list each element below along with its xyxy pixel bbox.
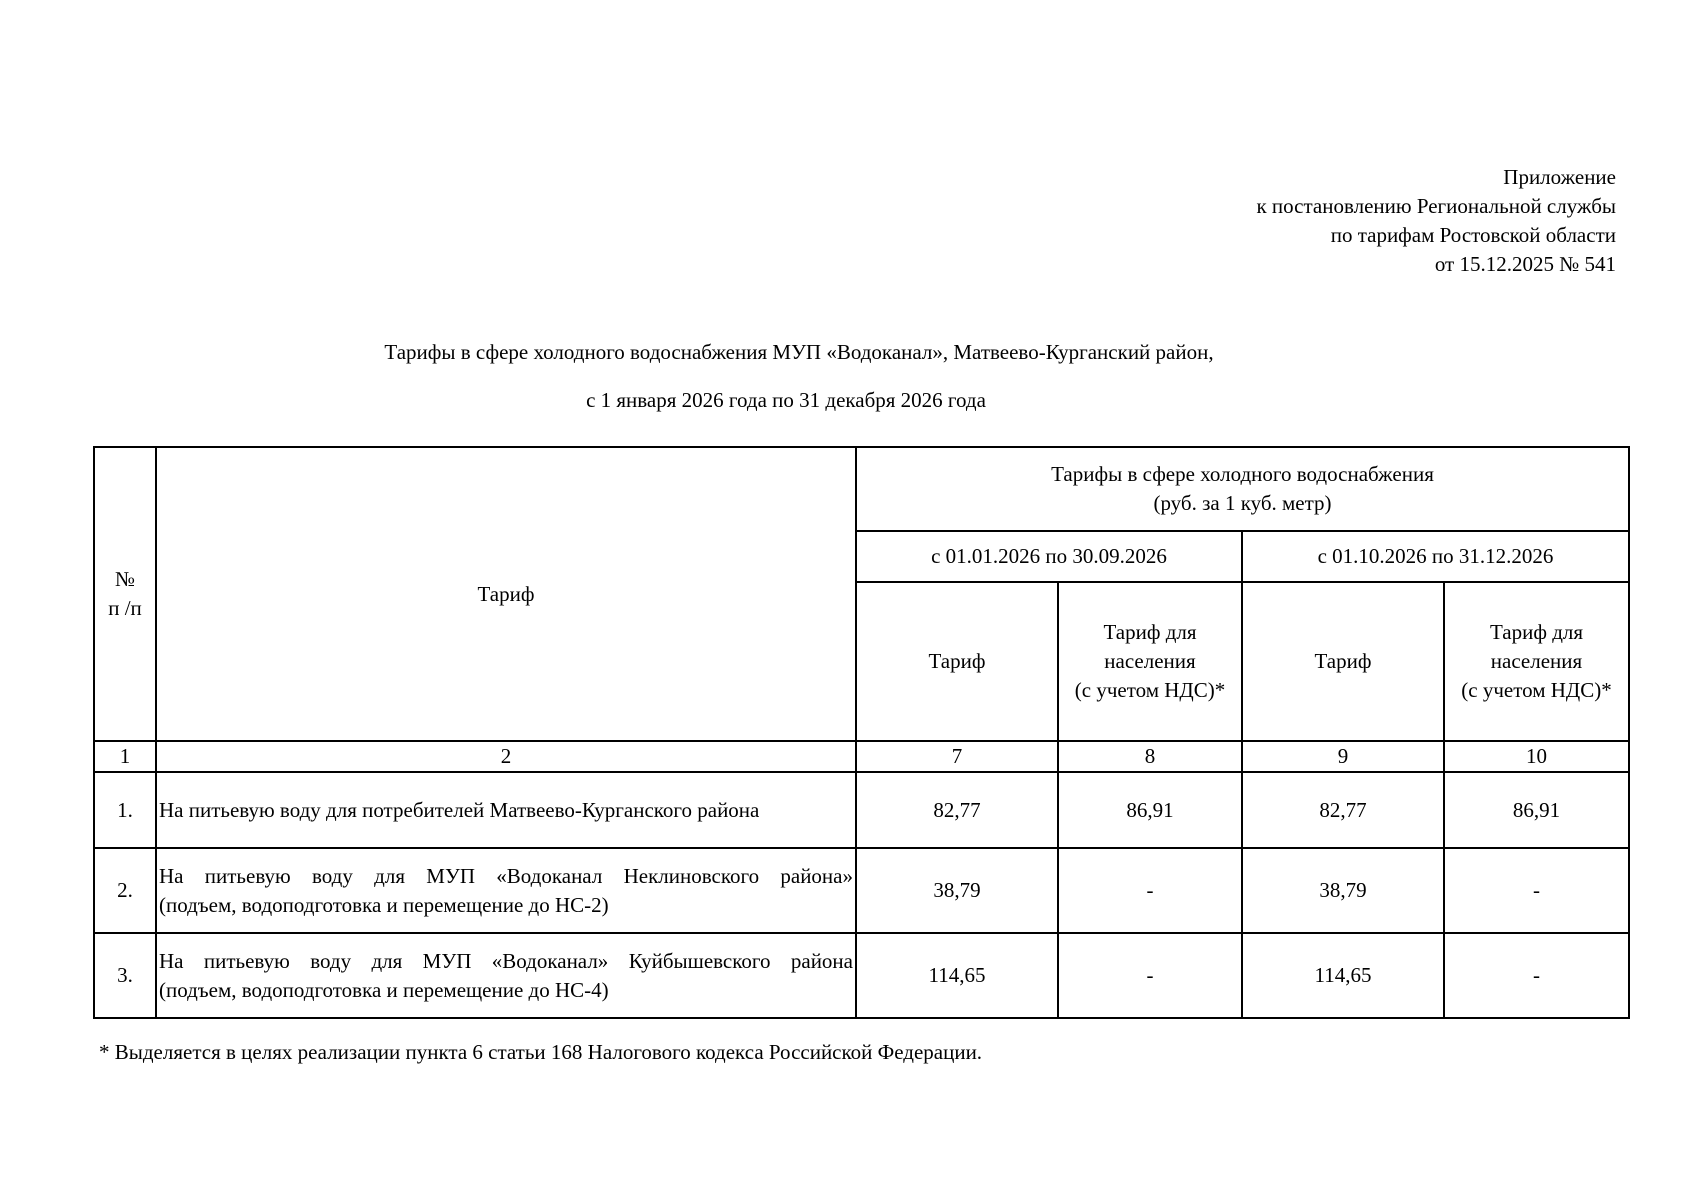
appendix-line: к постановлению Региональной службы (1256, 194, 1616, 218)
appendix-line: по тарифам Ростовской области (1330, 223, 1616, 247)
header-col-tariff: Тариф (1242, 582, 1444, 741)
header-period-2: с 01.10.2026 по 31.12.2026 (1242, 531, 1629, 582)
row-value: 82,77 (856, 772, 1058, 848)
column-number: 10 (1444, 741, 1629, 772)
row-value: 86,91 (1444, 772, 1629, 848)
header-row (94, 447, 1629, 531)
row-value: 38,79 (856, 848, 1058, 933)
table-row (94, 933, 1629, 1018)
header-num: № п /п (94, 447, 156, 741)
row-number: 3. (94, 933, 156, 1018)
row-name: На питьевую воду для потребителей Матвеево-Курганского района (156, 772, 856, 848)
column-number: 7 (856, 741, 1058, 772)
appendix-line: от 15.12.2025 № 541 (1434, 252, 1616, 276)
column-number: 2 (156, 741, 856, 772)
column-number: 1 (94, 741, 156, 772)
row-value: - (1058, 933, 1242, 1018)
row-name: На питьевую воду для МУП «Водоканал Неклиновского района» (подъем, водоподготовка и перемещение до НС-2) (156, 848, 856, 933)
row-number: 1. (94, 772, 156, 848)
row-value: 38,79 (1242, 848, 1444, 933)
header-col-population: Тариф для населения (с учетом НДС)* (1444, 582, 1629, 741)
row-name: На питьевую воду для МУП «Водоканал» Куйбышевского района (подъем, водоподготовка и перемещение до НС-4) (156, 933, 856, 1018)
column-number: 9 (1242, 741, 1444, 772)
column-number-row (94, 741, 1629, 772)
row-value: - (1444, 848, 1629, 933)
header-period-1: с 01.01.2026 по 30.09.2026 (856, 531, 1242, 582)
column-number: 8 (1058, 741, 1242, 772)
tariffs-table (93, 446, 1630, 1019)
row-value: - (1058, 848, 1242, 933)
header-col-population: Тариф для населения (с учетом НДС)* (1058, 582, 1242, 741)
header-tariff: Тариф (156, 447, 856, 741)
row-value: - (1444, 933, 1629, 1018)
document-title: Тарифы в сфере холодного водоснабжения МУП «Водоканал», Матвеево-Курганский район, (384, 340, 1214, 364)
row-value: 114,65 (856, 933, 1058, 1018)
row-number: 2. (94, 848, 156, 933)
row-value: 86,91 (1058, 772, 1242, 848)
table-row (94, 848, 1629, 933)
header-col-tariff: Тариф (856, 582, 1058, 741)
table-row (94, 772, 1629, 848)
header-group: Тарифы в сфере холодного водоснабжения (руб. за 1 куб. метр) (856, 447, 1629, 531)
document-subtitle: с 1 января 2026 года по 31 декабря 2026 года (586, 388, 986, 412)
row-value: 82,77 (1242, 772, 1444, 848)
appendix-block (1056, 163, 1616, 279)
appendix-line: Приложение (1503, 165, 1616, 189)
footnote: * Выделяется в целях реализации пункта 6 статьи 168 Налогового кодекса Российской Федерации. (99, 1040, 983, 1064)
row-value: 114,65 (1242, 933, 1444, 1018)
